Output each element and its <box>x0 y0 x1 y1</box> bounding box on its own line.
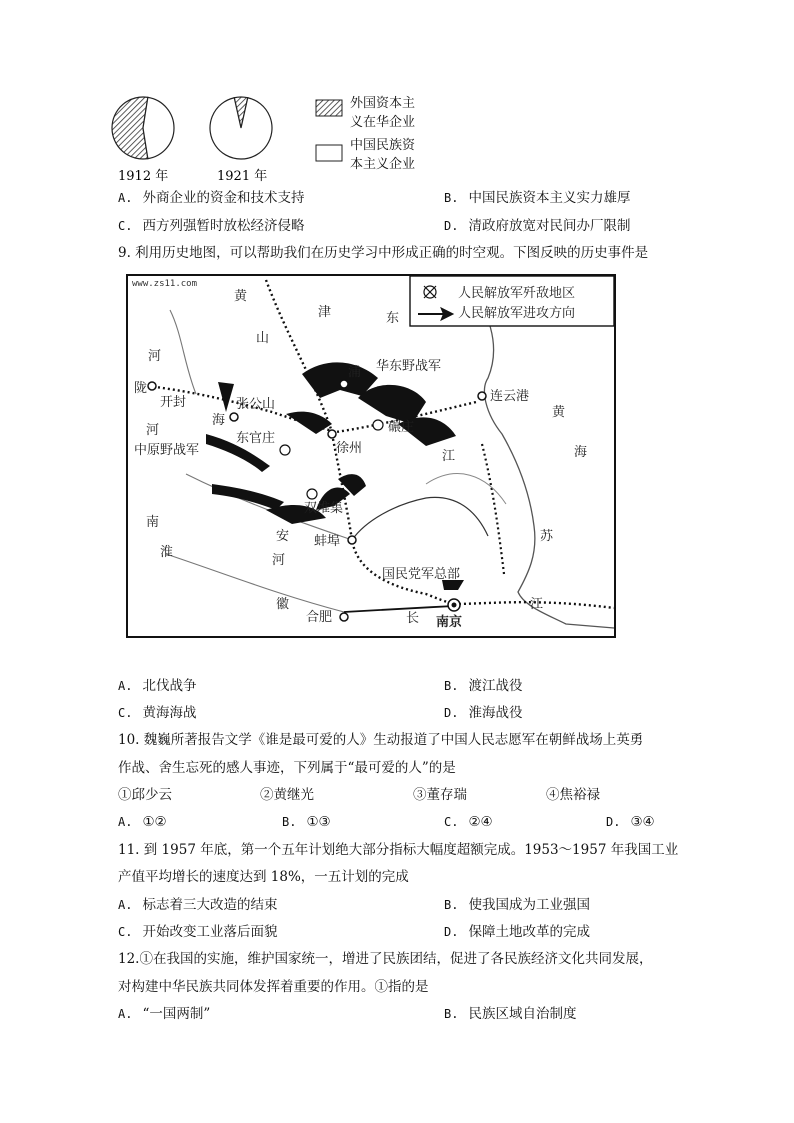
map-label: 苏 <box>540 529 554 544</box>
map-label-bengbu: 蚌埠 <box>314 534 341 549</box>
q10-item-4: ④焦裕禄 <box>546 787 600 803</box>
q11-stem-line2: 产值平均增长的速度达到 18%，一五计划的完成 <box>118 869 409 885</box>
q10-stem-line2: 作战、舍生忘死的感人事迹，下列属于“最可爱的人”的是 <box>118 760 456 776</box>
map-label: 淮 <box>160 545 174 560</box>
map-label: 河 <box>272 553 286 568</box>
map-label: 江 <box>530 597 544 612</box>
pie-year-1912: 1912 年 <box>118 169 169 184</box>
map-label: 江 <box>442 449 456 464</box>
map-label-dongguanzhuang: 东官庄 <box>236 431 276 446</box>
legend-text-foreign: 外国资本主 义在华企业 <box>350 96 416 130</box>
map-label: 海 <box>212 413 226 428</box>
map-svg <box>126 274 616 638</box>
q11-stem-line1: 11. 到 1957 年底，第一个五年计划绝大部分指标大幅度超额完成。1953～1957 年我国工业 <box>118 842 679 858</box>
pie-figure <box>110 92 450 184</box>
map-label: 长 <box>406 611 420 626</box>
map-label: 黄 <box>552 405 566 420</box>
map-label-central-army: 中原野战军 <box>134 443 200 458</box>
map-label: 山 <box>256 331 270 346</box>
legend-swatch-domestic <box>316 145 342 161</box>
q9-option-c[interactable]: C. 黄海海战 <box>118 705 197 721</box>
q9-option-b[interactable]: B. 渡江战役 <box>444 678 523 694</box>
map-label-kaifeng: 开封 <box>160 395 187 410</box>
map-label-hefei: 合肥 <box>306 610 333 625</box>
q12-stem-line2: 对构建中华民族共同体发挥着重要的作用。①指的是 <box>118 979 429 995</box>
map-watermark: www.zs11.com <box>132 279 198 289</box>
legend-swatch-foreign <box>316 100 342 116</box>
map-label: 东 <box>386 311 400 326</box>
map-label: 陇 <box>134 381 148 396</box>
q9-option-d[interactable]: D. 淮海战役 <box>444 705 523 721</box>
q10-item-3: ③董存瑞 <box>413 787 467 803</box>
map-label: 黄 <box>234 289 248 304</box>
q11-option-b[interactable]: B. 使我国成为工业强国 <box>444 897 590 913</box>
q10-item-1: ①邱少云 <box>118 787 172 803</box>
q11-option-d[interactable]: D. 保障土地改革的完成 <box>444 924 590 940</box>
q9-stem: 9. 利用历史地图，可以帮助我们在历史学习中形成正确的时空观。下图反映的历史事件是 <box>118 245 649 261</box>
q10-stem-line1: 10. 魏巍所著报告文学《谁是最可爱的人》生动报道了中国人民志愿军在朝鲜战场上英勇 <box>118 732 644 748</box>
map-label: 南 <box>146 515 160 530</box>
map-label-xuzhou: 徐州 <box>336 441 363 456</box>
q8-option-b[interactable]: B. 中国民族资本主义实力雄厚 <box>444 190 631 206</box>
q10-option-a[interactable]: A. ①② <box>118 814 167 830</box>
map-label: 安 <box>276 529 290 544</box>
q12-option-a[interactable]: A. “一国两制” <box>118 1006 211 1022</box>
map-label: 河 <box>148 349 162 364</box>
map-label: 河 <box>146 423 160 438</box>
q12-stem-line1: 12.①在我国的实施，维护国家统一，增进了民族团结，促进了各民族经济文化共同发展， <box>118 951 653 967</box>
q10-option-b[interactable]: B. ①③ <box>282 814 331 830</box>
q8-option-a[interactable]: A. 外商企业的资金和技术支持 <box>118 190 305 206</box>
pie-slice-0-1 <box>143 97 174 158</box>
map-legend-eliminate: 人民解放军歼敌地区 <box>458 286 576 301</box>
pie-year-1921: 1921 年 <box>217 169 268 184</box>
q8-option-c[interactable]: C. 西方列强暂时放松经济侵略 <box>118 218 305 234</box>
map-label-nianzhuang: 碾庄 <box>388 420 415 435</box>
map-label-east-army: 华东野战军 <box>376 359 442 374</box>
q8-option-d[interactable]: D. 清政府放宽对民间办厂限制 <box>444 218 631 234</box>
map-label: 海 <box>574 445 588 460</box>
map-label-lianyungang: 连云港 <box>490 389 530 404</box>
q10-option-c[interactable]: C. ②④ <box>444 814 493 830</box>
battle-map <box>126 274 616 638</box>
map-label: 津 <box>318 305 332 320</box>
map-label-zhanggongshan: 张公山 <box>236 397 276 412</box>
map-label-nanjing: 南京 <box>436 615 463 630</box>
legend-text-domestic: 中国民族资 本主义企业 <box>350 138 416 172</box>
q10-option-d[interactable]: D. ③④ <box>606 814 655 830</box>
q11-option-a[interactable]: A. 标志着三大改造的结束 <box>118 897 278 913</box>
map-label: 浦 <box>348 365 362 380</box>
map-legend-attack: 人民解放军进攻方向 <box>458 306 576 321</box>
q9-option-a[interactable]: A. 北伐战争 <box>118 678 197 694</box>
map-label-shuangduiji: 双堆集 <box>304 501 344 516</box>
q12-option-b[interactable]: B. 民族区域自治制度 <box>444 1006 577 1022</box>
q11-option-c[interactable]: C. 开始改变工业落后面貌 <box>118 924 278 940</box>
map-label-kmt-hq: 国民党军总部 <box>382 567 461 582</box>
q10-item-2: ②黄继光 <box>260 787 314 803</box>
map-label: 徽 <box>276 597 290 612</box>
